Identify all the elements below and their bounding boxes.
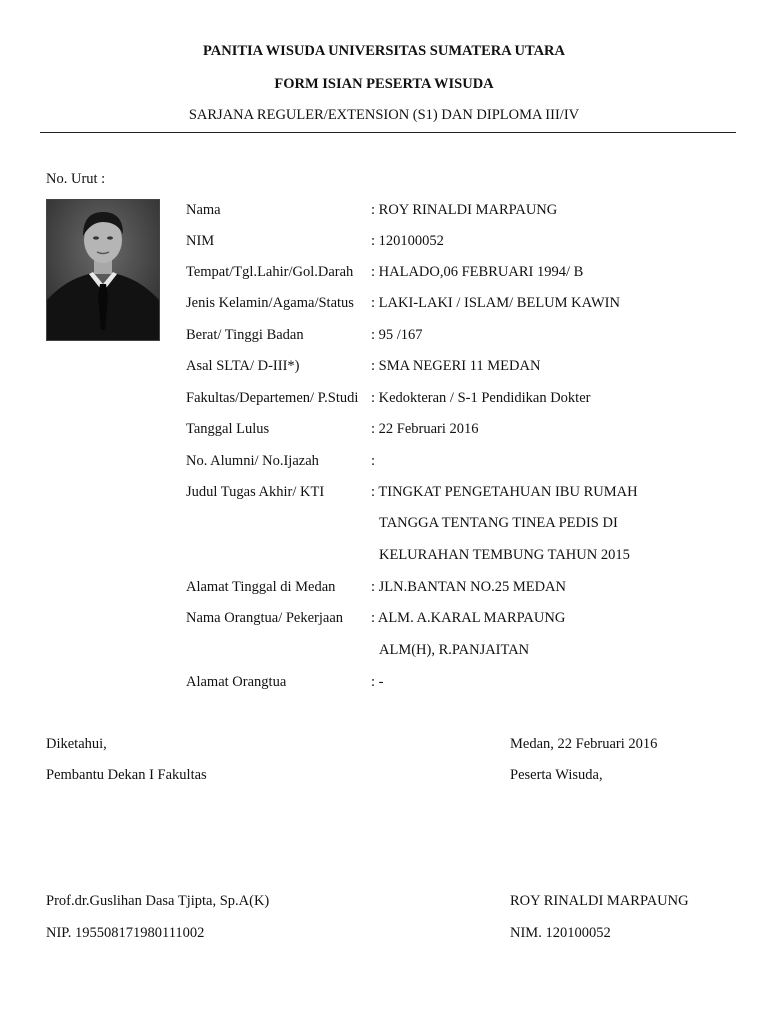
field-label-nama: Nama — [186, 202, 221, 218]
field-value-nama: : ROY RINALDI MARPAUNG — [371, 202, 558, 218]
field-value-asal-slta: : SMA NEGERI 11 MEDAN — [371, 358, 541, 374]
left-sign-position: Pembantu Dekan I Fakultas — [46, 767, 207, 783]
field-value-orangtua: : ALM. A.KARAL MARPAUNG — [371, 610, 566, 626]
field-value-nim: : 120100052 — [371, 233, 444, 249]
field-label-no-alumni: No. Alumni/ No.Ijazah — [186, 453, 319, 469]
right-sign-role: Peserta Wisuda, — [510, 767, 603, 783]
header-university: PANITIA WISUDA UNIVERSITAS SUMATERA UTARA — [202, 43, 566, 59]
field-label-ttl: Tempat/Tgl.Lahir/Gol.Darah — [186, 264, 354, 280]
field-value-alamat-medan: : JLN.BANTAN NO.25 MEDAN — [371, 579, 566, 595]
right-sign-date: Medan, 22 Februari 2016 — [510, 736, 658, 752]
field-value-fakultas: : Kedokteran / S-1 Pendidikan Dokter — [371, 390, 591, 406]
portrait-image — [47, 200, 159, 340]
field-label-judul: Judul Tugas Akhir/ KTI — [186, 484, 325, 500]
field-label-berat-tinggi: Berat/ Tinggi Badan — [186, 327, 304, 343]
field-label-asal-slta: Asal SLTA/ D-III*) — [186, 358, 300, 374]
field-value-orangtua-line2: ALM(H), R.PANJAITAN — [379, 642, 530, 658]
field-label-tanggal-lulus: Tanggal Lulus — [186, 421, 270, 437]
field-label-jenis-kelamin: Jenis Kelamin/Agama/Status — [186, 295, 354, 311]
field-value-jenis-kelamin: : LAKI-LAKI / ISLAM/ BELUM KAWIN — [371, 295, 620, 311]
left-sign-known: Diketahui, — [46, 736, 107, 752]
field-value-judul-line3: KELURAHAN TEMBUNG TAHUN 2015 — [379, 547, 630, 563]
field-label-fakultas: Fakultas/Departemen/ P.Studi — [186, 390, 359, 406]
field-label-alamat-orangtua: Alamat Orangtua — [186, 674, 287, 690]
left-sign-name: Prof.dr.Guslihan Dasa Tjipta, Sp.A(K) — [46, 893, 270, 909]
field-label-nim: NIM — [186, 233, 215, 249]
student-photo — [46, 199, 160, 341]
field-label-alamat-medan: Alamat Tinggal di Medan — [186, 579, 336, 595]
field-value-alamat-orangtua: : - — [371, 674, 384, 690]
field-label-orangtua: Nama Orangtua/ Pekerjaan — [186, 610, 344, 626]
field-value-judul: : TINGKAT PENGETAHUAN IBU RUMAH — [371, 484, 638, 500]
field-value-no-alumni: : — [371, 453, 376, 469]
right-sign-name: ROY RINALDI MARPAUNG — [510, 893, 689, 909]
header-divider — [40, 132, 736, 133]
field-value-berat-tinggi: : 95 /167 — [371, 327, 423, 343]
header-program: SARJANA REGULER/EXTENSION (S1) DAN DIPLOMA III/IV — [188, 107, 580, 123]
field-value-judul-line2: TANGGA TENTANG TINEA PEDIS DI — [379, 515, 618, 531]
right-sign-nim: NIM. 120100052 — [510, 925, 611, 941]
no-urut-label: No. Urut : — [46, 171, 106, 187]
header-form-title: FORM ISIAN PESERTA WISUDA — [274, 76, 494, 92]
left-sign-nip: NIP. 195508171980111002 — [46, 925, 205, 941]
field-value-ttl: : HALADO,06 FEBRUARI 1994/ B — [371, 264, 584, 280]
field-value-tanggal-lulus: : 22 Februari 2016 — [371, 421, 479, 437]
